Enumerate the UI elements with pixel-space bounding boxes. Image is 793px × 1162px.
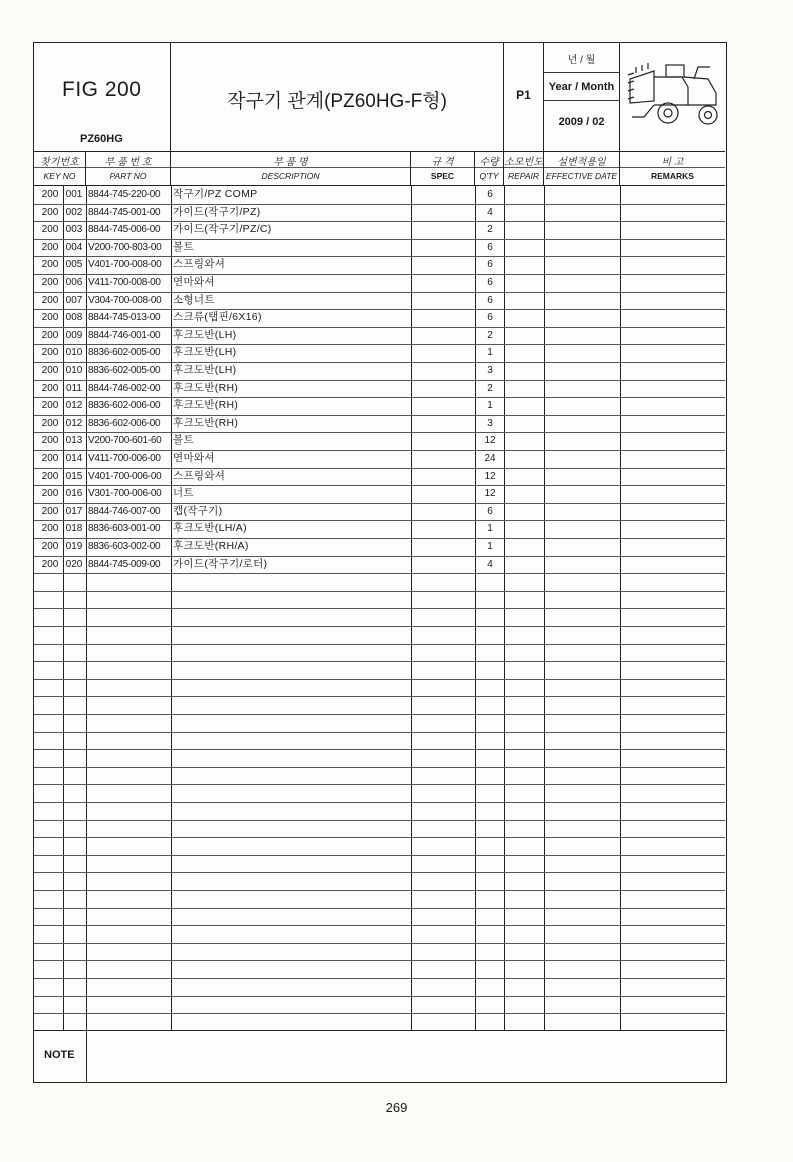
fig-number-cell: 200 bbox=[41, 541, 59, 552]
fig-number-cell: 200 bbox=[41, 224, 59, 236]
description-cell: 볼트 bbox=[173, 434, 194, 447]
part-number-cell: 8844-746-007-00 bbox=[88, 505, 161, 517]
issue-date: 2009 / 02 bbox=[558, 116, 605, 128]
part-number-cell: 8836-602-005-00 bbox=[88, 347, 161, 359]
fig-number-cell: 200 bbox=[41, 382, 59, 394]
key-number-cell: 007 bbox=[65, 294, 83, 306]
fig-number-cell: 200 bbox=[41, 435, 59, 447]
fig-number-cell: 200 bbox=[41, 277, 59, 288]
key-number-cell: 006 bbox=[65, 277, 83, 288]
model-name: PZ60HG bbox=[80, 133, 123, 145]
part-number-cell: 8844-745-006-00 bbox=[88, 224, 161, 236]
description-cell: 스프링와셔 bbox=[173, 258, 226, 271]
description-cell: 연마와셔 bbox=[173, 276, 215, 288]
quantity-cell: 2 bbox=[487, 329, 493, 341]
fig-number-cell: 200 bbox=[41, 206, 59, 218]
title-cell bbox=[171, 43, 504, 151]
part-number-cell: V401-700-008-00 bbox=[88, 259, 162, 271]
fig-number-cell: 200 bbox=[41, 417, 59, 429]
quantity-cell: 3 bbox=[487, 417, 493, 429]
description-cell: 가이드(작구기/로터) bbox=[173, 557, 268, 570]
quantity-cell: 12 bbox=[484, 488, 496, 500]
fig-number-cell: 200 bbox=[41, 312, 59, 324]
part-number-cell: 8836-603-002-00 bbox=[88, 541, 161, 552]
table-row bbox=[34, 344, 725, 362]
table-row bbox=[34, 380, 725, 398]
note-section bbox=[34, 1030, 725, 1083]
key-number-cell: 010 bbox=[65, 347, 83, 359]
key-number-cell: 012 bbox=[65, 417, 83, 429]
col-spec: 규 격 SPEC bbox=[411, 151, 475, 185]
key-number-cell: 012 bbox=[65, 400, 83, 412]
fig-number-cell: 200 bbox=[41, 259, 59, 271]
part-number-cell: V411-700-008-00 bbox=[88, 277, 161, 288]
part-number-cell: 8844-746-002-00 bbox=[88, 382, 161, 394]
fig-number-cell: 200 bbox=[41, 347, 59, 359]
table-row bbox=[34, 485, 725, 503]
key-number-cell: 018 bbox=[65, 523, 83, 535]
key-number-cell: 011 bbox=[66, 382, 82, 394]
description-cell: 후크도반(LH) bbox=[173, 328, 237, 341]
key-number-cell: 016 bbox=[65, 488, 83, 500]
table-row bbox=[34, 309, 725, 327]
fig-number-cell: 200 bbox=[41, 294, 59, 306]
fig-number-cell: 200 bbox=[41, 241, 59, 253]
fig-number-cell: 200 bbox=[41, 505, 59, 517]
quantity-cell: 4 bbox=[487, 558, 493, 570]
quantity-cell: 6 bbox=[487, 294, 493, 306]
key-number-cell: 004 bbox=[65, 241, 83, 253]
description-cell: 캡(작구기) bbox=[173, 504, 223, 517]
table-row bbox=[34, 186, 725, 204]
fig-number-cell: 200 bbox=[41, 488, 59, 500]
fig-number-cell: 200 bbox=[41, 329, 59, 341]
description-cell: 후크도반(LH/A) bbox=[173, 522, 247, 535]
col-description: 부 품 명 DESCRIPTION bbox=[171, 151, 411, 185]
description-cell: 스프링와셔 bbox=[173, 469, 226, 482]
key-number-cell: 014 bbox=[65, 453, 83, 464]
key-number-cell: 015 bbox=[65, 470, 83, 482]
key-number-cell: 013 bbox=[65, 435, 83, 447]
page-number: 269 bbox=[385, 1100, 408, 1115]
quantity-cell: 4 bbox=[487, 206, 493, 218]
description-cell: 가이드(작구기/PZ) bbox=[173, 205, 261, 218]
table-row bbox=[34, 556, 725, 574]
fig-number-cell: 200 bbox=[41, 558, 59, 570]
quantity-cell: 6 bbox=[487, 189, 493, 200]
key-number-cell: 001 bbox=[65, 189, 83, 200]
fig-number-cell: 200 bbox=[41, 365, 59, 376]
table-row bbox=[34, 327, 725, 345]
quantity-cell: 1 bbox=[487, 347, 493, 359]
part-number-cell: 8844-745-013-00 bbox=[88, 312, 161, 324]
key-number-cell: 019 bbox=[65, 541, 83, 552]
key-number-cell: 020 bbox=[65, 558, 83, 570]
table-row bbox=[34, 538, 725, 556]
parts-list-sheet bbox=[33, 42, 727, 1083]
table-row bbox=[34, 362, 725, 380]
quantity-cell: 12 bbox=[484, 470, 496, 482]
parts-table-body bbox=[34, 186, 725, 1030]
description-cell: 후크도반(RH) bbox=[173, 381, 239, 394]
col-part: 부 품 번 호 PART NO bbox=[86, 151, 171, 185]
note-label: NOTE bbox=[44, 1049, 75, 1061]
sheet-header bbox=[34, 43, 725, 152]
fig-number-cell: 200 bbox=[41, 470, 59, 482]
quantity-cell: 6 bbox=[487, 277, 493, 288]
fig-number-cell: 200 bbox=[41, 189, 59, 200]
description-cell: 후크도반(RH) bbox=[173, 399, 239, 412]
quantity-cell: 6 bbox=[487, 312, 493, 324]
description-cell: 너트 bbox=[173, 487, 194, 500]
part-number-cell: 8836-602-006-00 bbox=[88, 400, 161, 412]
table-row bbox=[34, 415, 725, 433]
table-row bbox=[34, 432, 725, 450]
assembly-title: 작구기 관계(PZ60HG-F형) bbox=[227, 91, 447, 112]
part-number-cell: 8844-746-001-00 bbox=[88, 329, 161, 341]
fig-number: FIG 200 bbox=[62, 78, 142, 101]
part-number-cell: V411-700-006-00 bbox=[88, 453, 161, 464]
fig-cell bbox=[34, 43, 171, 151]
part-number-cell: V304-700-008-00 bbox=[88, 294, 162, 306]
page-code: P1 bbox=[516, 88, 531, 102]
part-number-cell: 8836-603-001-00 bbox=[88, 523, 161, 535]
key-number-cell: 003 bbox=[65, 224, 83, 236]
key-number-cell: 005 bbox=[65, 259, 83, 271]
quantity-cell: 1 bbox=[487, 400, 493, 412]
table-row bbox=[34, 503, 725, 521]
description-cell: 스크류(탭핀/6X16) bbox=[173, 311, 262, 324]
part-number-cell: V200-700-803-00 bbox=[88, 241, 162, 253]
part-number-cell: 8844-745-001-00 bbox=[88, 206, 161, 218]
description-cell: 후크도반(RH/A) bbox=[173, 540, 249, 552]
rice-transplanter-icon bbox=[624, 57, 724, 137]
quantity-cell: 24 bbox=[484, 453, 496, 464]
year-month-cell bbox=[544, 43, 620, 151]
col-qty: 수량 Q'TY bbox=[475, 151, 504, 185]
page-code-cell bbox=[504, 43, 544, 151]
table-row bbox=[34, 256, 725, 274]
table-row bbox=[34, 397, 725, 415]
part-number-cell: 8836-602-006-00 bbox=[88, 417, 161, 429]
fig-number-cell: 200 bbox=[41, 453, 59, 464]
column-headers bbox=[34, 151, 725, 186]
quantity-cell: 1 bbox=[487, 523, 493, 535]
quantity-cell: 6 bbox=[487, 259, 493, 271]
part-number-cell: 8844-745-220-00 bbox=[88, 189, 161, 200]
col-remarks: 비 고 REMARKS bbox=[620, 151, 725, 185]
part-number-cell: V200-700-601-60 bbox=[88, 435, 162, 447]
quantity-cell: 3 bbox=[487, 365, 493, 376]
year-month-en: Year / Month bbox=[548, 81, 615, 93]
quantity-cell: 6 bbox=[487, 241, 493, 253]
quantity-cell: 1 bbox=[487, 541, 493, 552]
year-month-ko: 년 / 월 bbox=[567, 55, 596, 66]
col-key: 찾기번호 KEY NO bbox=[34, 151, 86, 185]
part-number-cell: 8844-745-009-00 bbox=[88, 558, 161, 570]
quantity-cell: 12 bbox=[484, 435, 496, 447]
part-number-cell: V301-700-006-00 bbox=[88, 488, 162, 500]
key-number-cell: 010 bbox=[65, 365, 83, 376]
part-number-cell: 8836-602-005-00 bbox=[88, 365, 161, 376]
key-number-cell: 002 bbox=[65, 206, 83, 218]
table-row bbox=[34, 274, 725, 292]
description-cell: 후크도반(LH) bbox=[173, 364, 237, 376]
key-number-cell: 008 bbox=[65, 312, 83, 324]
col-effective-date: 설변적용일 EFFECTIVE DATE bbox=[544, 151, 620, 185]
key-number-cell: 009 bbox=[65, 329, 83, 341]
part-number-cell: V401-700-006-00 bbox=[88, 470, 162, 482]
table-row bbox=[34, 204, 725, 222]
description-cell: 가이드(작구기/PZ/C) bbox=[173, 223, 272, 236]
fig-number-cell: 200 bbox=[41, 400, 59, 412]
quantity-cell: 2 bbox=[487, 382, 493, 394]
col-repair: 소모빈도 REPAIR bbox=[504, 151, 544, 185]
table-row bbox=[34, 239, 725, 257]
table-row bbox=[34, 468, 725, 486]
description-cell: 후크도반(RH) bbox=[173, 416, 239, 429]
fig-number-cell: 200 bbox=[41, 523, 59, 535]
key-number-cell: 017 bbox=[65, 505, 83, 517]
description-cell: 작구기/PZ COMP bbox=[173, 188, 258, 200]
description-cell: 후크도반(LH) bbox=[173, 346, 237, 359]
table-row bbox=[34, 520, 725, 538]
quantity-cell: 6 bbox=[487, 505, 493, 517]
table-row bbox=[34, 221, 725, 239]
quantity-cell: 2 bbox=[487, 224, 493, 236]
table-row bbox=[34, 450, 725, 468]
illustration-cell bbox=[620, 43, 725, 151]
description-cell: 볼트 bbox=[173, 240, 194, 253]
description-cell: 소형너트 bbox=[173, 293, 215, 306]
table-row bbox=[34, 292, 725, 310]
description-cell: 연마와셔 bbox=[173, 452, 215, 464]
